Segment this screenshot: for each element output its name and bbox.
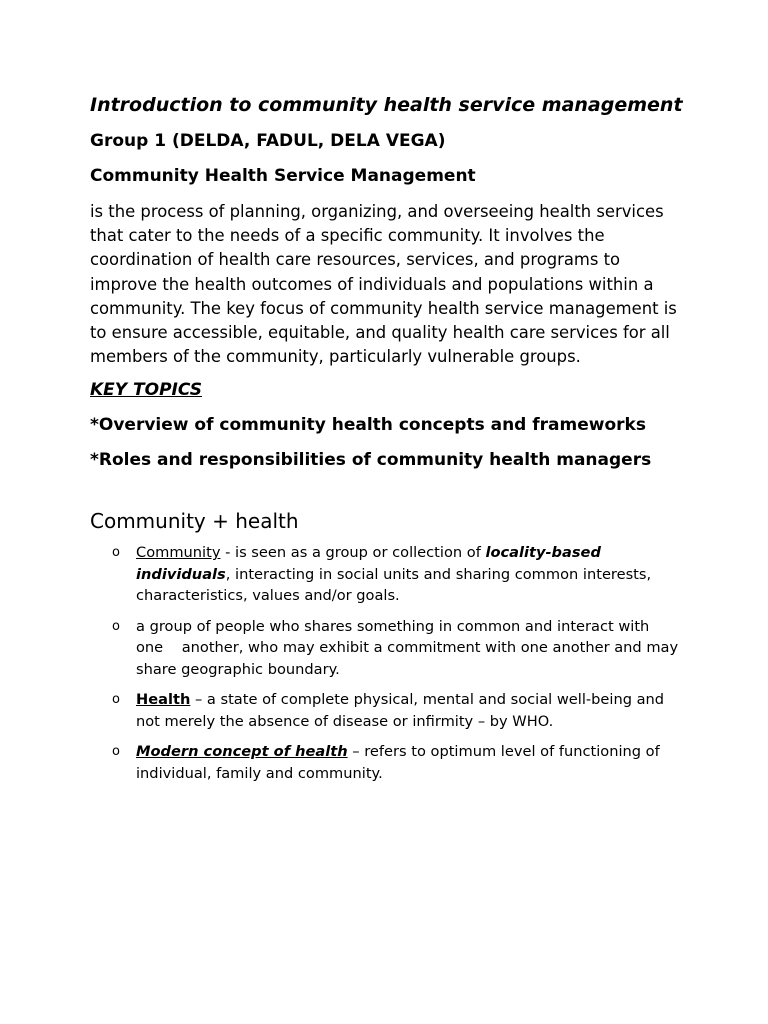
bullet-text: – refers to optimum level of functioning of individual, family and community. bbox=[136, 743, 660, 782]
definition-heading: Community Health Service Management bbox=[90, 166, 476, 186]
bullet-item-modern-concept bbox=[90, 741, 681, 784]
term-community: Community bbox=[136, 544, 221, 562]
bullet-text: – a state of complete physical, mental and social well-being and not merely the absence of disease or infirmity – by WHO. bbox=[136, 691, 665, 730]
emphasis-locality-based: locality-based individuals bbox=[136, 544, 601, 583]
bullet-text: a group of people who shares something in common and interact with one another, who may exhibit a commitment with one another and may share geographic boundary. bbox=[136, 617, 683, 678]
bullet-item-health bbox=[90, 689, 681, 732]
term-modern-concept: Modern concept of health bbox=[136, 743, 348, 761]
bullet-marker: o bbox=[112, 692, 120, 708]
bullet-marker: o bbox=[112, 545, 120, 561]
topic-item: *Overview of community health concepts and frameworks bbox=[90, 415, 646, 436]
term-health: Health bbox=[136, 691, 191, 709]
document-title: Introduction to community health service management bbox=[90, 94, 683, 116]
document-content bbox=[90, 91, 690, 793]
bullet-marker: o bbox=[112, 744, 120, 760]
bullet-item-group bbox=[90, 616, 681, 681]
group-members: Group 1 (DELDA, FADUL, DELA VEGA) bbox=[90, 131, 446, 151]
bullet-list bbox=[90, 542, 690, 784]
bullet-item-community bbox=[90, 542, 681, 607]
topic-item: *Roles and responsibilities of community health managers bbox=[90, 450, 652, 471]
bullet-text: , interacting in social units and sharing common interests, characteristics, values and/or goals. bbox=[136, 565, 652, 605]
bullet-text: - is seen as a group or collection of bbox=[220, 544, 486, 562]
section-heading: Community + health bbox=[90, 509, 299, 534]
definition-paragraph: is the process of planning, organizing, and overseeing health services that cater to the needs of a specific community. It involves the coordination of health care resources, services, and programs to improve the health outcomes of individuals and populations within a community. The key focus of community health service management is to ensure accessible, equitable, and quality health care services for all members of the community, particularly vulnerable groups. bbox=[90, 202, 677, 367]
key-topics-label: KEY TOPICS bbox=[90, 380, 202, 401]
bullet-marker: o bbox=[112, 618, 120, 634]
